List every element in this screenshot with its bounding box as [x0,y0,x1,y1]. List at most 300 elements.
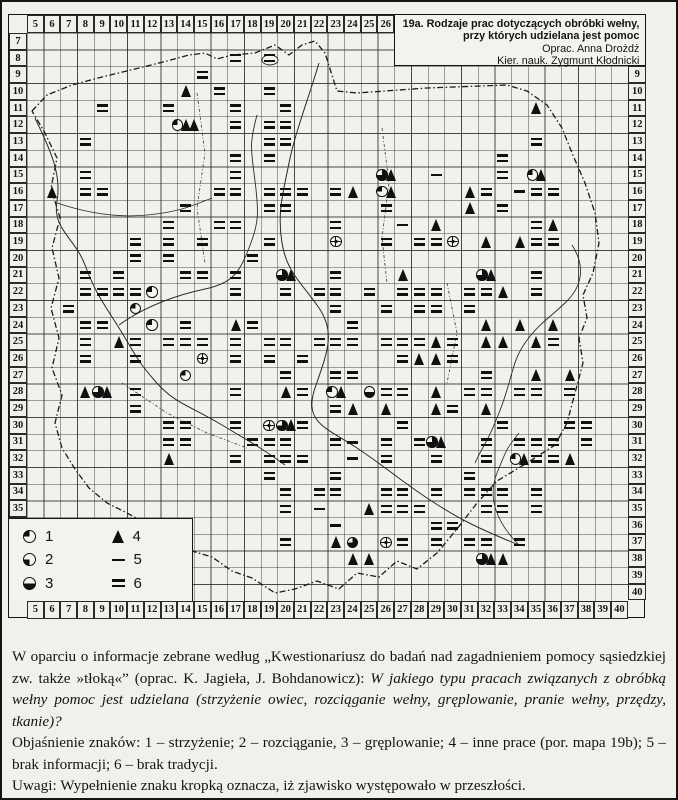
map-symbol [294,451,311,468]
caption-text [12,646,666,797]
col-label-32: 32 [478,601,495,619]
map-symbol [378,400,395,417]
map-symbol [528,384,545,401]
symbol-glyph-eq [381,204,392,212]
symbol-glyph-eq [531,288,542,296]
col-label-7: 7 [60,601,77,619]
symbol-glyph-tri [531,369,541,381]
map-symbol [445,350,462,367]
symbol-glyph-tri [164,453,174,465]
map-symbol [278,183,295,200]
row-label-25: 25 [628,333,646,350]
symbol-glyph-dash [314,508,325,511]
map-symbol [528,167,545,184]
symbol-glyph-eq [130,254,141,262]
symbol-glyph-tri [386,169,396,181]
caption-question-italic: W jakiego typu pracach związanych z obróbką wełny pomoc jest udzielana (strzyżenie owiec, rozciąganie wełny, gręplowanie, pranie wełny, przędzy, tkanie)? [12,669,667,730]
col-label-23: 23 [327,15,344,33]
map-symbol [177,117,194,134]
map-symbol [111,284,128,301]
symbol-glyph-eq [264,338,275,346]
row-label-22: 22 [9,283,27,300]
symbol-glyph-tri [465,186,475,198]
symbol-glyph-eq [297,421,308,429]
symbol-glyph-eq [531,455,542,463]
row-label-18: 18 [628,217,646,234]
symbol-glyph-eq [280,104,291,112]
caption-segment: Objaśnienie znaków: 1 – strzyżenie; 2 – rozciąganie, 3 – gręplowanie; 4 – inne prace (por. mapa 19b); 5 – brak informacji; 6 – brak tradycji. [12,734,666,773]
symbol-glyph-eq [280,538,291,546]
map-symbol [528,284,545,301]
symbol-glyph-eq [264,121,275,129]
symbol-glyph-eq [481,538,492,546]
map-symbol [511,183,528,200]
col-label-36: 36 [544,601,561,619]
symbol-glyph-eq [80,138,91,146]
symbol-glyph-eq [531,238,542,246]
symbol-glyph-eq [364,288,375,296]
col-label-24: 24 [344,15,361,33]
symbol-glyph-eq [230,288,241,296]
symbol-glyph-eq [230,355,241,363]
row-label-26: 26 [628,350,646,367]
col-label-7: 7 [60,15,77,33]
col-label-21: 21 [294,601,311,619]
symbol-glyph-eq [481,288,492,296]
symbol-glyph-tri [565,369,575,381]
symbol-glyph-eq [180,321,191,329]
symbol-glyph-eq [481,371,492,379]
row-label-24: 24 [628,317,646,334]
caption-paragraph-3 [12,775,666,797]
col-label-12: 12 [144,15,161,33]
map-symbol [428,534,445,551]
row-label-31: 31 [628,434,646,451]
map-symbol [344,551,361,568]
symbol-glyph-eq [80,355,91,363]
map-symbol [227,150,244,167]
map-symbol [378,183,395,200]
map-symbol [478,334,495,351]
symbol-glyph-eq [113,271,124,279]
symbol-glyph-tri [348,553,358,565]
symbol-glyph-eq [330,488,341,496]
row-label-15: 15 [628,167,646,184]
map-symbol [478,183,495,200]
symbol-glyph-eq [197,338,208,346]
map-symbol [495,334,512,351]
col-label-40: 40 [611,601,628,619]
map-symbol [361,551,378,568]
title-line-1: 19a. Rodzaje prac dotyczących obróbki wełny, [402,18,640,31]
row-label-30: 30 [628,417,646,434]
row-label-14: 14 [628,150,646,167]
symbol-glyph-eq [264,455,275,463]
symbol-glyph-eq [531,271,542,279]
symbol-glyph-eq [330,221,341,229]
map-symbol [177,200,194,217]
map-symbol [328,267,345,284]
map-symbol [378,334,395,351]
col-label-13: 13 [161,601,178,619]
symbol-glyph-eq [163,421,174,429]
row-label-23: 23 [628,300,646,317]
row-label-38: 38 [628,550,646,567]
symbol-glyph-pie1 [180,370,192,382]
map-symbol [528,267,545,284]
symbol-glyph-eq [280,455,291,463]
row-label-32: 32 [628,450,646,467]
map-symbol [411,334,428,351]
symbol-glyph-eq [297,355,308,363]
symbol-glyph-eq [130,388,141,396]
symbol-glyph-eq [548,188,559,196]
map-symbol [411,350,428,367]
symbol-glyph-eq [97,188,108,196]
map-symbol [495,284,512,301]
col-label-33: 33 [494,601,511,619]
symbol-glyph-tri [498,286,508,298]
map-symbol [528,233,545,250]
map-symbol [328,534,345,551]
right-header [628,66,646,600]
symbol-glyph-tri [181,85,191,97]
col-label-25: 25 [361,601,378,619]
title-line-2: przy których udzielana jest pomoc [462,30,640,43]
row-label-27: 27 [9,367,27,384]
symbol-glyph-eq [414,288,425,296]
symbol-glyph-eq [381,455,392,463]
map-symbol [344,400,361,417]
map-symbol [77,284,94,301]
legend-label-2: 2 [45,551,54,569]
col-label-23: 23 [327,601,344,619]
map-symbol [261,183,278,200]
col-label-8: 8 [77,15,94,33]
symbol-glyph-eq [314,288,325,296]
symbol-glyph-eq [497,154,508,162]
row-label-35: 35 [9,500,27,517]
map-symbol [194,66,211,83]
symbol-glyph-tri [431,386,441,398]
symbol-glyph-eq [414,305,425,313]
symbol-glyph-eq [280,338,291,346]
map-symbol [77,317,94,334]
symbol-glyph-eq [280,488,291,496]
row-label-21: 21 [628,267,646,284]
map-symbol [478,367,495,384]
map-symbol [478,400,495,417]
col-label-34: 34 [511,601,528,619]
map-symbol [528,217,545,234]
caption-segment: W oparciu o informacje zebrane według „Kwestionariusz do badań nad zagadnieniem pomocy sąsiedzkiej zw. także »tłoką«” (oprac. K. Jagieła, J. Bohdanowicz): [12,648,666,687]
map-symbol [428,350,445,367]
map [8,14,645,618]
symbol-glyph-eq [347,321,358,329]
map-symbol [328,467,345,484]
symbol-glyph-eq [397,421,408,429]
map-symbol [244,250,261,267]
map-symbol [261,417,278,434]
map-symbol [261,50,278,67]
symbol-glyph-eq [397,505,408,513]
row-label-12: 12 [628,116,646,133]
symbol-glyph-eq [180,438,191,446]
map-symbol [244,317,261,334]
col-label-25: 25 [361,15,378,33]
symbol-glyph-eq [97,288,108,296]
map-symbol [294,183,311,200]
map-symbol [528,484,545,501]
map-symbol [144,284,161,301]
map-symbol [578,434,595,451]
map-grid [27,33,628,601]
legend-label-1: 1 [45,528,54,546]
symbol-glyph-eq [280,505,291,513]
symbol-glyph-eq [548,438,559,446]
row-label-29: 29 [628,400,646,417]
map-symbol [428,217,445,234]
col-label-12: 12 [144,601,161,619]
row-label-40: 40 [628,584,646,601]
symbol-glyph-eq [163,238,174,246]
symbol-glyph-eq [531,138,542,146]
symbol-glyph-eq [230,54,241,62]
map-symbol [445,334,462,351]
row-label-31: 31 [9,434,27,451]
symbol-glyph-tri [531,102,541,114]
symbol-glyph-tri [431,219,441,231]
map-symbol [278,334,295,351]
map-symbol [278,200,295,217]
map-symbol [528,183,545,200]
map-symbol [127,350,144,367]
map-symbol [378,200,395,217]
col-label-17: 17 [227,601,244,619]
map-symbol [378,233,395,250]
map-symbol [311,484,328,501]
map-symbol [394,267,411,284]
symbol-glyph-tri [364,553,374,565]
symbol-glyph-eq [431,488,442,496]
symbol-glyph-tri [286,269,296,281]
map-symbol [227,451,244,468]
map-symbol [261,334,278,351]
caption-paragraph-2 [12,732,666,775]
map-symbol [445,517,462,534]
row-label-9: 9 [628,66,646,83]
row-label-17: 17 [9,200,27,217]
symbol-glyph-eq [431,538,442,546]
symbol-glyph-tri [364,503,374,515]
symbol-glyph-eq [113,288,124,296]
col-label-18: 18 [244,601,261,619]
map-symbol [461,384,478,401]
row-label-29: 29 [9,400,27,417]
symbol-glyph-eq [297,388,308,396]
map-symbol [495,150,512,167]
map-symbol [194,233,211,250]
map-symbol [278,417,295,434]
symbol-glyph-eq [112,579,125,587]
map-symbol [227,117,244,134]
map-symbol [328,217,345,234]
map-symbol [478,501,495,518]
symbol-glyph-eq [230,154,241,162]
col-label-27: 27 [394,601,411,619]
map-symbol [328,484,345,501]
symbol-glyph-eq [381,338,392,346]
map-symbol [428,334,445,351]
col-label-22: 22 [311,601,328,619]
map-symbol [528,451,545,468]
symbol-glyph-eq [481,455,492,463]
row-label-9: 9 [9,66,27,83]
legend-item-5 [112,548,183,571]
map-symbol [227,334,244,351]
row-label-37: 37 [628,534,646,551]
map-symbol [311,284,328,301]
symbol-glyph-eq [464,388,475,396]
map-symbol [127,250,144,267]
symbol-glyph-eq [381,238,392,246]
map-symbol [428,484,445,501]
col-label-9: 9 [94,15,111,33]
map-symbol [261,83,278,100]
map-symbol [561,417,578,434]
map-symbol [411,233,428,250]
symbol-glyph-eq [531,388,542,396]
symbol-glyph-eq [581,438,592,446]
map-symbol [161,250,178,267]
map-symbol [394,334,411,351]
symbol-glyph-tri [386,186,396,198]
map-symbol [545,183,562,200]
symbol-glyph-eq [280,188,291,196]
map-symbol [428,384,445,401]
map-symbol [278,267,295,284]
symbol-glyph-tri [114,336,124,348]
symbol-glyph-eq [264,204,275,212]
row-label-34: 34 [9,484,27,501]
col-label-20: 20 [277,15,294,33]
symbol-glyph-eq [414,438,425,446]
symbol-glyph-tri [331,536,341,548]
symbol-glyph-eq [214,87,225,95]
symbol-glyph-eq [531,221,542,229]
symbol-glyph-dash [397,224,408,227]
map-symbol [411,434,428,451]
map-symbol [394,384,411,401]
symbol-glyph-eq [264,438,275,446]
map-symbol [344,451,361,468]
symbol-glyph-eq [464,305,475,313]
map-symbol [378,534,395,551]
symbol-glyph-eq [564,388,575,396]
map-symbol [528,133,545,150]
legend-item-2 [23,548,94,571]
map-symbol [478,284,495,301]
row-label-32: 32 [9,450,27,467]
col-label-5: 5 [27,601,44,619]
symbol-glyph-eq [163,438,174,446]
symbol-glyph-eq [280,288,291,296]
map-symbol [378,501,395,518]
map-symbol [411,501,428,518]
symbol-glyph-eq [130,238,141,246]
map-symbol [561,451,578,468]
symbol-glyph-eq [347,371,358,379]
symbol-glyph-eq [197,71,208,79]
map-symbol [311,334,328,351]
symbol-glyph-eq [230,188,241,196]
symbol-glyph-eq [397,355,408,363]
symbol-glyph-eq [330,288,341,296]
map-symbol [94,317,111,334]
map-symbol [177,334,194,351]
symbol-glyph-eq [97,104,108,112]
symbol-glyph-eq [80,188,91,196]
map-symbol [161,451,178,468]
map-symbol [278,117,295,134]
symbol-glyph-tri [431,403,441,415]
map-symbol [328,434,345,451]
symbol-glyph-tri [436,436,446,448]
map-symbol [578,417,595,434]
map-symbol [227,317,244,334]
map-symbol [328,367,345,384]
row-label-12: 12 [9,116,27,133]
map-symbol [278,384,295,401]
map-symbol [127,334,144,351]
symbol-glyph-eq [80,321,91,329]
symbol-glyph-eq [481,438,492,446]
symbol-glyph-eq [314,338,325,346]
map-symbol [227,167,244,184]
symbol-glyph-eq [481,488,492,496]
map-symbol [328,183,345,200]
col-label-29: 29 [428,601,445,619]
legend-label-3: 3 [45,574,54,592]
symbol-glyph-eq [264,154,275,162]
map-symbol [311,501,328,518]
row-label-20: 20 [628,250,646,267]
symbol-glyph-eq [564,421,575,429]
map-symbol [428,284,445,301]
symbol-glyph-eq [431,288,442,296]
map-symbol [428,300,445,317]
map-symbol [428,451,445,468]
map-symbol [227,183,244,200]
symbol-glyph-eq [264,188,275,196]
map-symbol [495,417,512,434]
symbol-glyph-tri [481,319,491,331]
col-label-10: 10 [110,601,127,619]
river-vistula [280,63,519,545]
symbol-glyph-eq [330,338,341,346]
col-label-14: 14 [177,15,194,33]
symbol-glyph-eq [163,254,174,262]
map-symbol [361,384,378,401]
symbol-glyph-eq [397,488,408,496]
symbol-glyph-eq [381,488,392,496]
map-symbol [278,534,295,551]
map-symbol [227,50,244,67]
symbol-glyph-tri [112,530,124,543]
map-symbol [545,451,562,468]
symbol-glyph-eq [80,271,91,279]
symbol-glyph-eq [280,121,291,129]
